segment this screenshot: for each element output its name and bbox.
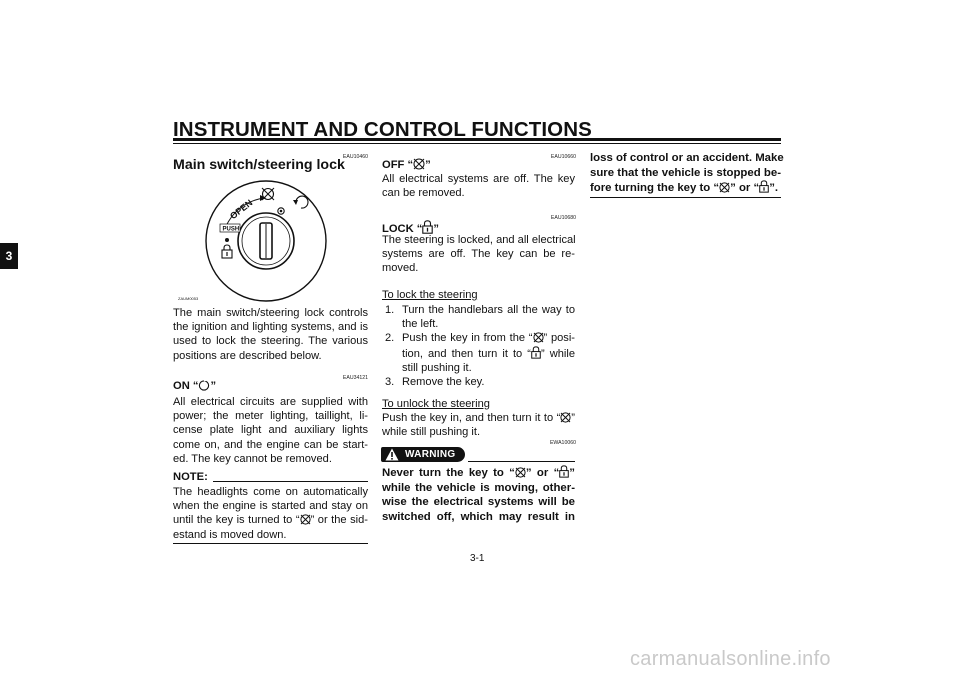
off-position-label: OFF “ ” [382, 159, 431, 171]
svg-text:PUSH: PUSH [222, 226, 240, 233]
lock-steps [385, 303, 575, 389]
note-line: when the engine is started and stay on [173, 500, 368, 513]
watermark: carmanualsonline.info [630, 648, 831, 670]
ref-code: EAU34121 [342, 375, 368, 381]
note-line: until the key is turned to “ ” or the sid- [173, 514, 368, 527]
intro-line: positions are described below. [173, 349, 322, 362]
key-switch-illustration [176, 178, 356, 304]
lock-icon [759, 180, 769, 193]
warning-rule [468, 461, 575, 462]
ref-code: EAU10460 [342, 154, 368, 160]
page-number: 3-1 [470, 553, 485, 564]
note-label: NOTE: [173, 471, 208, 483]
ref-code: EAU10660 [550, 154, 576, 160]
intro-line: the ignition and lighting systems, and is [173, 321, 368, 334]
on-circle-icon [198, 380, 210, 391]
on-line: ed. The key cannot be removed. [173, 452, 332, 465]
on-label-end: ” [210, 380, 217, 392]
chapter-tab: 3 [0, 243, 18, 269]
off-line: All electrical systems are off. The key [382, 173, 575, 185]
off-icon [515, 467, 526, 478]
ref-code: EAU10680 [550, 215, 576, 221]
warning-text: Never turn the key to “ ” or “ ” while the vehicle is moving, other- wise the electrical systems will be switched off, which may result in [382, 467, 575, 523]
lock-line: systems are off. The key can be re- [382, 248, 575, 261]
warning-text-continued: loss of control or an accident. Make sure that the vehicle is stopped be- fore turning the key to “ ” or “ ”. [590, 152, 784, 194]
header-rule-thin [173, 143, 781, 144]
lock-line: moved. [382, 262, 419, 275]
ref-code: EWA10060 [549, 440, 576, 446]
intro-paragraph [173, 306, 368, 363]
step-item: 1. Turn the handlebars all the way to the left. [385, 304, 575, 331]
lock-icon [531, 346, 541, 359]
header-rule-thick [173, 138, 781, 141]
off-line: can be removed. [382, 187, 465, 200]
svg-text:OPEN: OPEN [228, 197, 255, 222]
step-item: 3. Remove the key. [385, 376, 485, 389]
step-item: 2. Push the key in from the “ ” posi- tion, and then turn it to “ ” while still pushing it. [385, 332, 576, 374]
note-line: The headlights come on automatically [173, 486, 368, 498]
warning-triangle-icon [385, 448, 399, 461]
svg-text:ZAUM0053: ZAUM0053 [178, 296, 199, 301]
to-unlock-title: To unlock the steering [382, 398, 490, 410]
on-description [173, 395, 368, 466]
unlock-description: Push the key in, and then turn it to “ ” while still pushing it. [382, 412, 575, 439]
warning-badge: WARNING [381, 447, 465, 462]
warning-rule-bottom [590, 197, 781, 198]
to-lock-title: To lock the steering [382, 289, 478, 301]
note-text [173, 485, 368, 542]
intro-line: The main switch/steering lock controls [173, 307, 368, 319]
lock-icon [559, 465, 569, 478]
on-line: cense plate light and auxiliary lights [173, 424, 368, 437]
on-line: power; the meter lighting, taillight, li- [173, 410, 368, 423]
page-title: INSTRUMENT AND CONTROL FUNCTIONS [173, 118, 592, 141]
lock-line: The steering is locked, and all electrical [382, 234, 576, 246]
section-heading: Main switch/steering lock [173, 157, 345, 173]
on-position-label [173, 380, 216, 392]
on-line: All electrical circuits are supplied with [173, 396, 368, 408]
lock-position-label: LOCK “ ” [382, 220, 439, 235]
off-icon [413, 158, 425, 170]
lock-description [382, 233, 575, 276]
lock-icon [422, 220, 433, 234]
off-icon [719, 182, 730, 193]
note-line: estand is moved down. [173, 528, 287, 541]
off-description [382, 172, 575, 200]
note-rule-bottom [173, 543, 368, 544]
on-line: come on, and the engine can be start- [173, 438, 368, 451]
off-icon [560, 412, 571, 423]
on-label-text: ON “ [173, 380, 199, 392]
off-icon [533, 332, 544, 343]
intro-line: used to lock the steering. The various [173, 335, 368, 348]
note-rule-top [213, 481, 368, 482]
main-switch-figure [176, 178, 356, 304]
off-icon [300, 514, 311, 525]
